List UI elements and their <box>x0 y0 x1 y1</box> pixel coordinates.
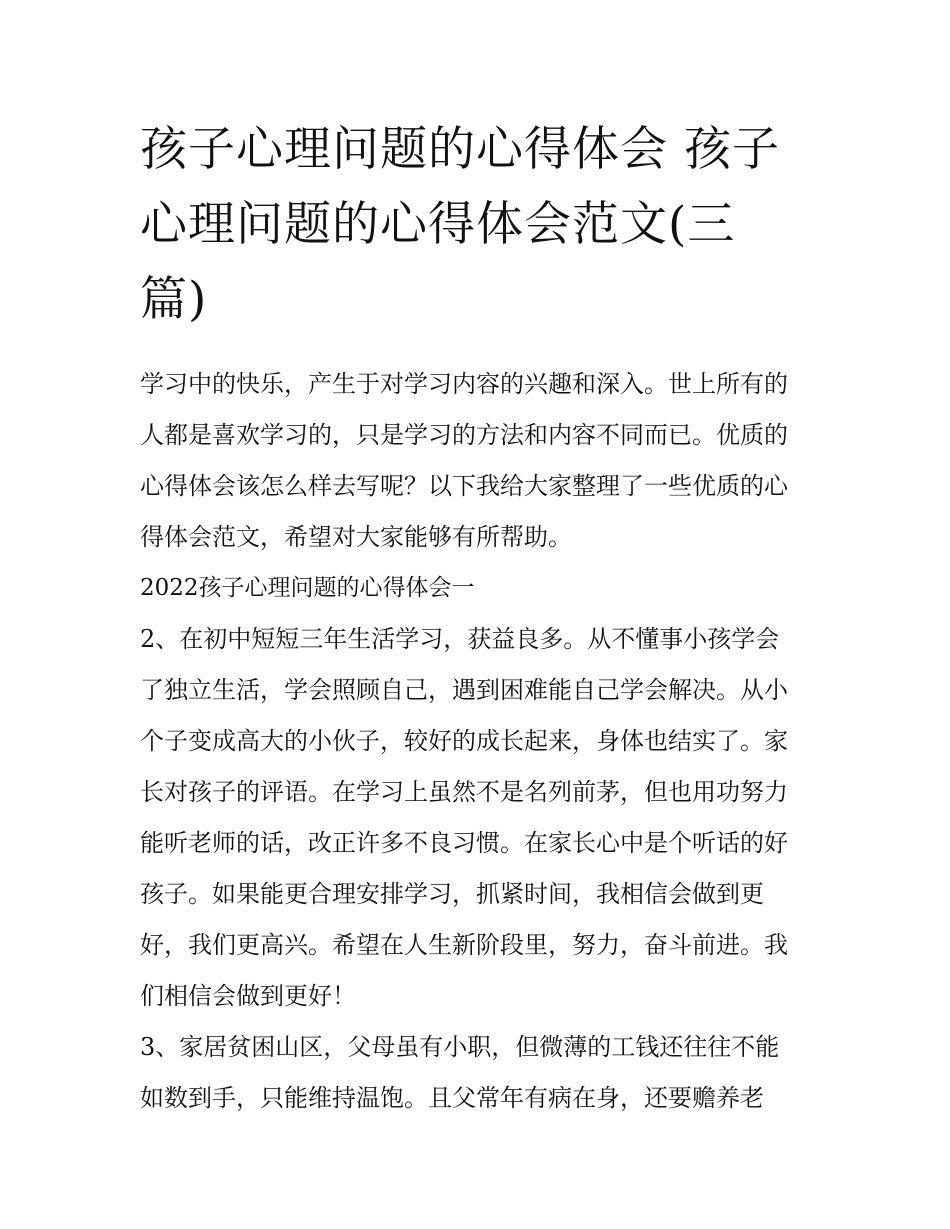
text-line: 好，我们更高兴。希望在人生新阶段里，努力，奋斗前进。我 <box>140 931 788 959</box>
text-line: 2、在初中短短三年生活学习，获益良多。从不懂事小孩学会 <box>140 625 780 653</box>
title-line: 篇) <box>140 272 208 327</box>
document-content <box>140 112 820 1124</box>
text-line: 能听老师的话，改正许多不良习惯。在家长心中是个听话的好 <box>140 829 788 857</box>
text-line: 得体会范文，希望对大家能够有所帮助。 <box>140 523 572 551</box>
section-subheading: 2022孩子心理问题的心得体会一 <box>140 575 475 601</box>
text-line: 了独立生活，学会照顾自己，遇到困难能自己学会解决。从小 <box>140 676 788 704</box>
section-2-paragraph <box>140 614 820 1022</box>
text-line: 孩子。如果能更合理安排学习，抓紧时间，我相信会做到更 <box>140 880 764 908</box>
text-line: 如数到手，只能维持温饱。且父常年有病在身，还要赡养老 <box>140 1084 764 1112</box>
text-line: 长对孩子的评语。在学习上虽然不是名列前茅，但也用功努力 <box>140 778 788 806</box>
document-body <box>140 359 820 1124</box>
text-line: 心得体会该怎么样去写呢？以下我给大家整理了一些优质的心 <box>140 472 788 500</box>
title-line: 孩子心理问题的心得体会 孩子 <box>140 122 780 177</box>
text-line: 3、家居贫困山区，父母虽有小职，但微薄的工钱还往往不能 <box>140 1033 780 1061</box>
document-title <box>140 112 820 337</box>
text-line: 个子变成高大的小伙子，较好的成长起来，身体也结实了。家 <box>140 727 788 755</box>
section-3-paragraph <box>140 1022 820 1124</box>
text-line: 人都是喜欢学习的，只是学习的方法和内容不同而已。优质的 <box>140 421 788 449</box>
text-line: 们相信会做到更好！ <box>140 982 356 1010</box>
title-line: 心理问题的心得体会范文(三 <box>140 197 736 252</box>
text-line: 学习中的快乐，产生于对学习内容的兴趣和深入。世上所有的 <box>140 370 788 398</box>
intro-paragraph <box>140 359 820 563</box>
